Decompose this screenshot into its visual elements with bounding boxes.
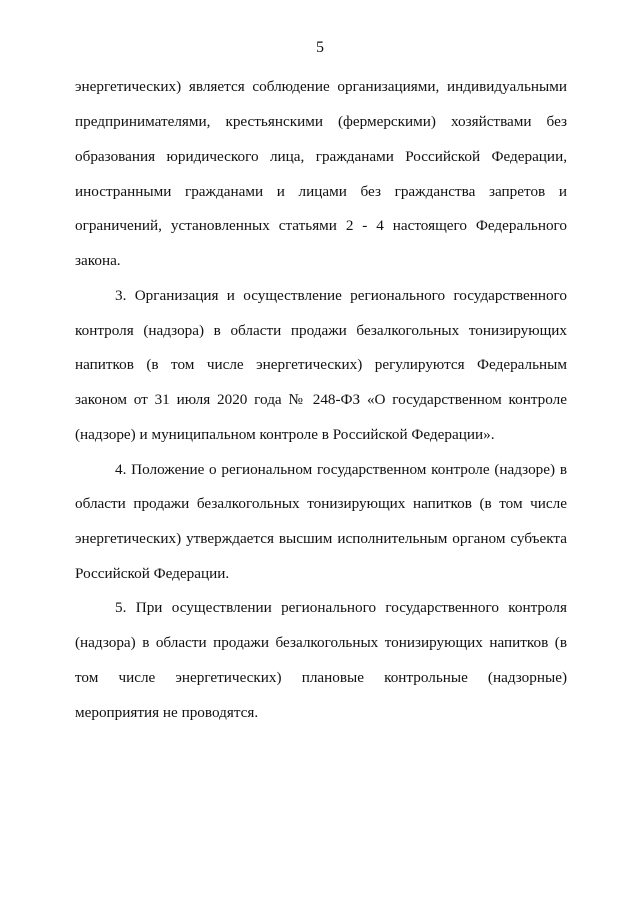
text-line: 5. При осуществлении регионального государственного контроля: [115, 599, 567, 616]
text-line: том числе энергетических) плановые контрольные (надзорные): [75, 669, 567, 686]
text-line: (надзоре) и муниципальном контроле в Российской Федерации».: [75, 426, 495, 443]
text-line: иностранными гражданами и лицами без гражданства запретов и: [75, 183, 567, 200]
text-line: мероприятия не проводятся.: [75, 704, 259, 721]
text-line: области продажи безалкогольных тонизирующих напитков (в том числе: [75, 495, 567, 512]
page-number: 5: [316, 39, 324, 56]
text-line: закона.: [75, 252, 121, 269]
text-line: 4. Положение о региональном государственном контроле (надзоре) в: [115, 461, 567, 478]
text-line: образования юридического лица, гражданами Российской Федерации,: [75, 148, 567, 165]
text-line: напитков (в том числе энергетических) регулируются Федеральным: [75, 356, 567, 373]
text-line: 3. Организация и осуществление регионального государственного: [115, 287, 567, 304]
text-line: (надзора) в области продажи безалкогольных тонизирующих напитков (в: [75, 634, 567, 651]
text-line: Российской Федерации.: [75, 565, 230, 582]
text-line: предпринимателями, крестьянскими (фермерскими) хозяйствами без: [75, 113, 567, 130]
text-line: энергетических) утверждается высшим исполнительным органом субъекта: [75, 530, 567, 547]
text-line: энергетических) является соблюдение организациями, индивидуальными: [75, 78, 567, 95]
text-line: ограничений, установленных статьями 2 - 4 настоящего Федерального: [75, 217, 567, 234]
text-line: контроля (надзора) в области продажи безалкогольных тонизирующих: [75, 322, 567, 339]
text-line: законом от 31 июля 2020 года № 248-ФЗ «О государственном контроле: [75, 391, 567, 408]
